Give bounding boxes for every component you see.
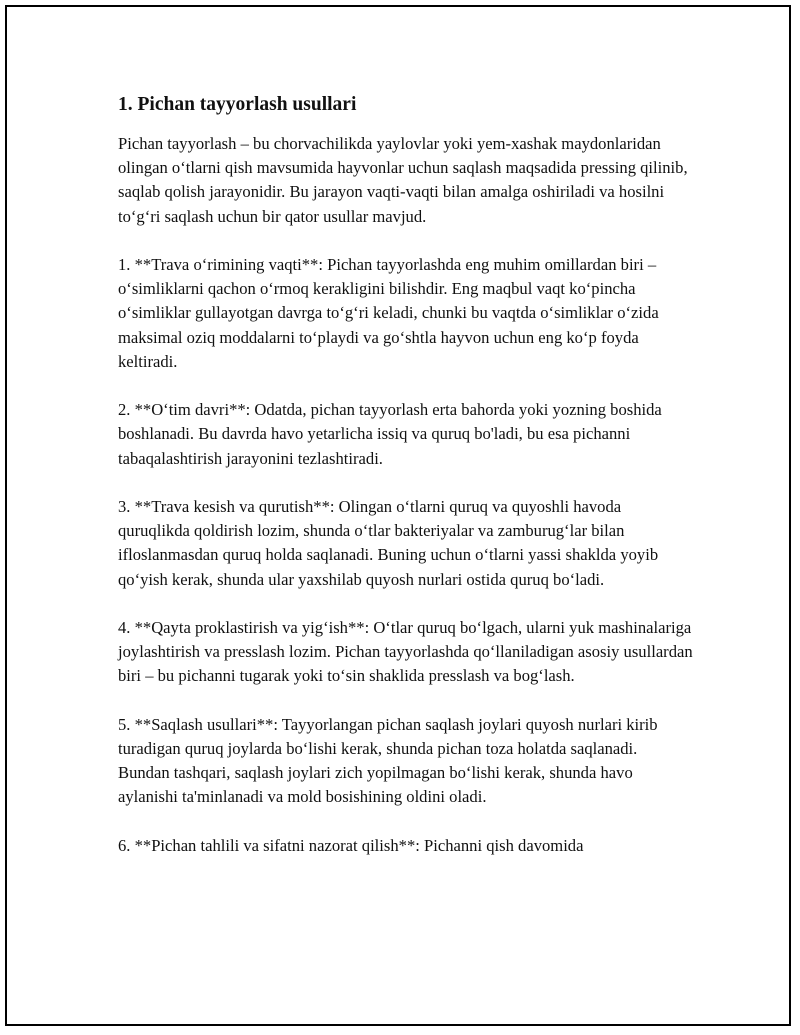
document-title: 1. Pichan tayyorlash usullari bbox=[118, 94, 357, 115]
paragraph-item-1: 1. **Trava o‘rimining vaqti**: Pichan tayyorlashda eng muhim omillardan biri – o‘simliklarni qachon o‘rmoq kerakligini bilishdir. Eng maqbul vaqt ko‘pincha o‘simliklar gullayotgan davrga to‘g‘ri keladi, chunki bu vaqtda o‘simliklar o‘zida maksimal oziq moddalarni to‘playdi va go‘shtla hayvon uchun eng ko‘p foyda keltiradi. bbox=[118, 255, 659, 371]
paragraph-item-3: 3. **Trava kesish va qurutish**: Olingan o‘tlarni quruq va quyoshli havoda quruqlikda qoldirish lozim, shunda o‘tlar bakteriyalar va zamburug‘lar bilan ifloslanmasdan quruq holda saqlanadi. Buning uchun o‘tlarni yassi shaklda yoyib qo‘yish kerak, shunda ular yaxshilab quyosh nurlari ostida quruq bo‘ladi. bbox=[118, 497, 659, 589]
paragraph-item-4: 4. **Qayta proklastirish va yig‘ish**: O‘tlar quruq bo‘lgach, ularni yuk mashinalariga joylashtirish va presslash lozim. Pichan tayyorlashda qo‘llaniladigan asosiy usullardan biri – bu pichanni tugarak yoki to‘sin shaklida presslash va bog‘lash. bbox=[118, 618, 693, 686]
paragraph-item-5: 5. **Saqlash usullari**: Tayyorlangan pichan saqlash joylari quyosh nurlari kirib turadigan quruq joylarda bo‘lishi kerak, shunda pichan toza holatda saqlanadi. Bundan tashqari, saqlash joylari zich yopilmagan bo‘lishi kerak, shunda havo aylanishi ta'minlanadi va mold bosishining oldini oladi. bbox=[118, 714, 658, 807]
document-body bbox=[118, 92, 693, 882]
paragraph-item-2: 2. **O‘tim davri**: Odatda, pichan tayyorlash erta bahorda yoki yozning boshida boshlanadi. Bu davrda havo yetarlicha issiq va quruq bo'ladi, bu esa pichanni tabaqalashtirish jarayonini tezlashtiradi. bbox=[118, 400, 662, 468]
paragraph-item-6: 6. **Pichan tahlili va sifatni nazorat qilish**: Pichanni qish davomida bbox=[118, 835, 584, 855]
paragraph-intro: Pichan tayyorlash – bu chorvachilikda yaylovlar yoki yem-xashak maydonlaridan olingan o‘tlarni qish mavsumida hayvonlar uchun saqlash maqsadida pressing qilinib, saqlab qolish jarayonidir. Bu jarayon vaqti-vaqti bilan amalga oshiriladi va hosilni to‘g‘ri saqlash uchun bir qator usullar mavjud. bbox=[118, 134, 688, 226]
